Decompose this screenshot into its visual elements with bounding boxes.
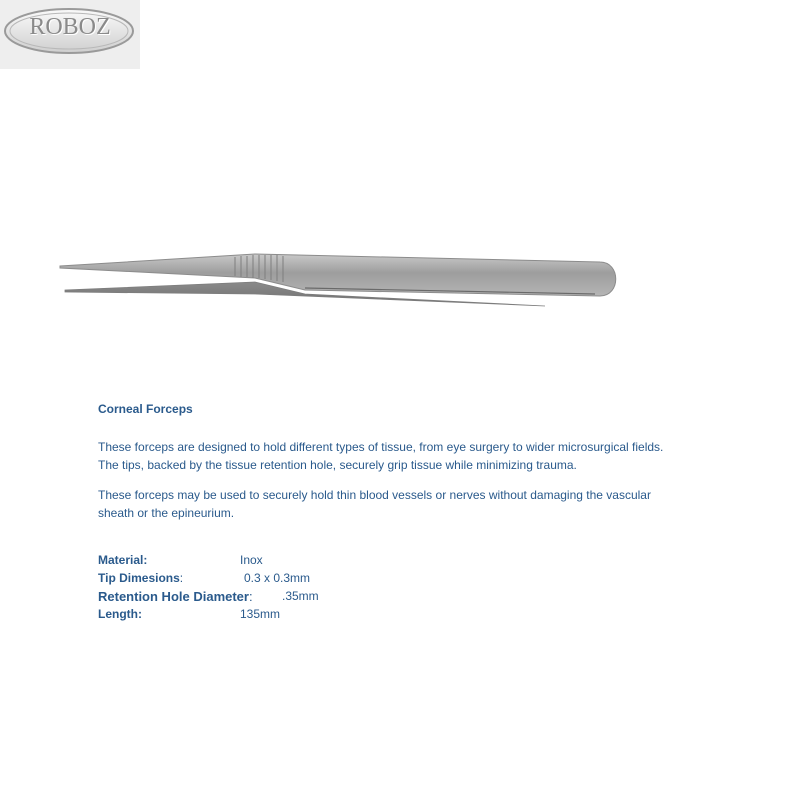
spec-value: .35mm [282, 589, 319, 603]
description-paragraph: These forceps may be used to securely hold thin blood vessels or nerves without damaging the vascular sheath or the epineurium. [98, 488, 651, 520]
spec-row-tip-dimensions [98, 571, 311, 585]
forceps-image [55, 240, 635, 330]
spec-label: Length: [98, 607, 142, 621]
product-title: Corneal Forceps [98, 402, 193, 416]
spec-value: Inox [240, 553, 263, 567]
spec-row-retention-hole [98, 589, 319, 604]
spec-row-length [98, 607, 281, 621]
spec-label-colon: : [179, 571, 184, 585]
spec-label: Tip Dimesions [98, 571, 180, 585]
spec-value: 135mm [240, 607, 281, 621]
spec-row-material [98, 553, 263, 567]
brand-logo[interactable] [0, 0, 140, 69]
spec-label: Material: [98, 553, 148, 567]
spec-label: Retention Hole Diameter [98, 589, 249, 604]
description-paragraph: These forceps are designed to hold different types of tissue, from eye surgery to wider microsurgical fields. The tips, backed by the tissue retention hole, securely grip tissue while minimizing trauma. [98, 440, 664, 472]
logo-text: ROBOZ [29, 14, 111, 40]
spec-label-colon: : [248, 589, 253, 604]
spec-value: 0.3 x 0.3mm [244, 571, 311, 585]
